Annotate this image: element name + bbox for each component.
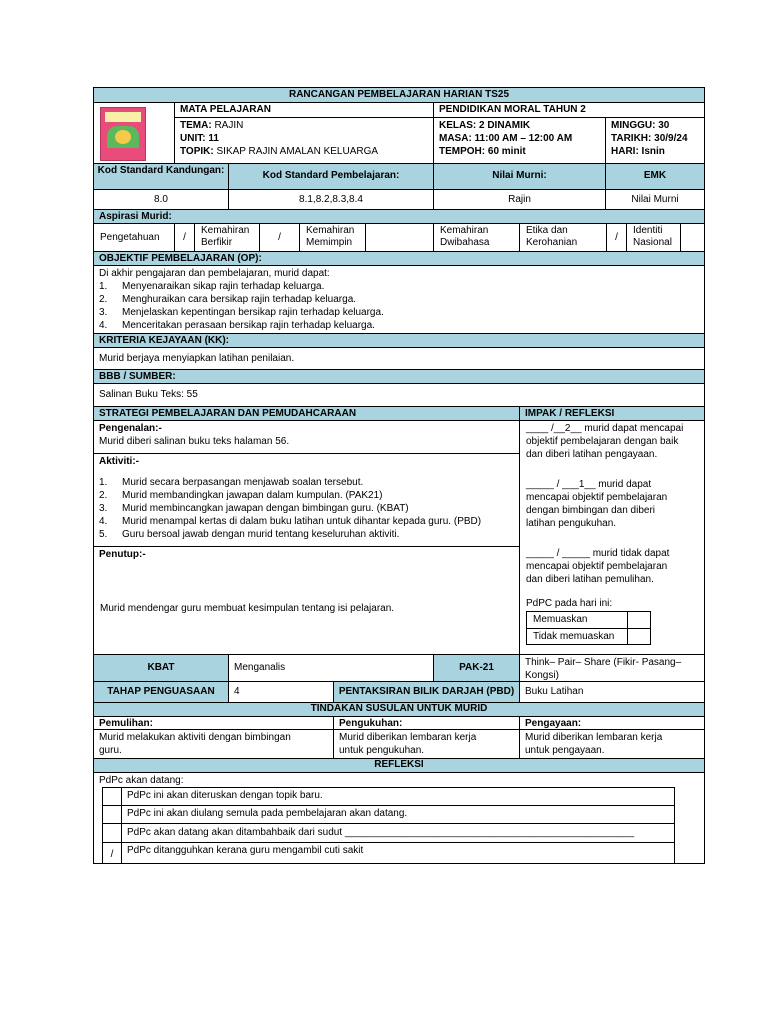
pak21-value-line: Think– Pair– Share (Fikir- Pasang– [525,657,682,668]
kod-standard-kandungan-header: Kod Standard Kandungan: [94,163,228,189]
tindakan-label: TINDAKAN SUSULAN UNTUK MURID [94,702,704,716]
aspirasi-pengetahuan: Pengetahuan [100,232,160,243]
tahap-label: TAHAP PENGUASAAN [94,681,228,702]
refleksi-intro: PdPc akan datang: [99,775,184,786]
refleksi-mark-3[interactable] [103,823,121,842]
hari: HARI: Isnin [611,146,665,157]
tema-unit-topik [174,117,433,163]
impak-line: latihan pengukuhan. [526,518,617,529]
pemulihan-line: Murid melakukan aktiviti dengan bimbingan [99,732,291,743]
impak-line: _____ / ___1__ murid dapat [526,479,652,490]
objektif-list [99,280,699,332]
list-item: 3. Menjelaskan kepentingan bersikap rajin terhadap keluarga. [99,307,384,318]
tema-value: RAJIN [211,120,244,131]
textbook-cover [94,102,174,163]
rating-tidak-memuaskan-checkbox[interactable] [627,628,650,644]
form-title: RANCANGAN PEMBELAJARAN HARIAN TS25 [94,88,704,102]
pemulihan-label: Pemulihan: [94,716,333,729]
kelas: KELAS: 2 DINAMIK [439,120,531,131]
unit-label: UNIT: 11 [180,133,219,144]
aktiviti-label: Aktiviti:- [99,456,139,467]
list-item: 4. Menceritakan perasaan bersikap rajin terhadap keluarga. [99,320,375,331]
pdpc-hari-ini-label: PdPC pada hari ini: [526,598,613,609]
emk-header: EMK [605,163,704,189]
aspirasi-identiti-nasional-mark [680,224,704,251]
nilai-murni-value: Rajin [433,189,605,209]
pbd-label: PENTAKSIRAN BILIK DARJAH (PBD) [333,681,519,702]
pak21-value-line: Kongsi) [525,670,559,681]
refleksi-mark-2[interactable] [103,805,121,823]
list-item: 1. Menyenaraikan sikap rajin terhadap keluarga. [99,281,325,292]
impak-line: dengan bimbingan dan diberi [526,505,655,516]
kod-standard-pembelajaran-value: 8.1,8.2,8.3,8.4 [228,189,433,209]
aspirasi-kemahiran-berfikir-mark: / [259,224,299,251]
mata-pelajaran-label: MATA PELAJARAN [174,102,433,117]
textbook-cover-image [100,107,146,161]
refleksi-item-4: PdPc ditangguhkan kerana guru mengambil cuti sakit [121,842,674,863]
bbb-label: BBB / SUMBER: [94,369,704,383]
aspirasi-pengetahuan-mark: / [174,224,194,251]
refleksi-mark-4[interactable]: / [103,842,121,863]
tempoh: TEMPOH: 60 minit [439,146,526,157]
kelas-masa-tempoh [433,117,605,163]
aspirasi-etika-kerohanian: Etika dan Kerohanian [519,224,606,251]
aspirasi-kemahiran-dwibahasa: Kemahiran Dwibahasa [433,224,519,251]
topik-value: SIKAP RAJIN AMALAN KELUARGA [213,146,379,157]
lesson-plan-form [93,87,705,864]
pengukuhan-line: untuk pengukuhan. [339,745,425,756]
list-item: 1. Murid secara berpasangan menjawab soalan tersebut. [99,477,364,488]
list-item: 3. Murid membincangkan jawapan dengan bimbingan guru. (KBAT) [99,503,409,514]
kbat-value: Menganalis [228,654,433,681]
impak-line: mencapai objektif pembelajaran [526,561,668,572]
impak-line: dan diberi latihan pengayaan. [526,449,658,460]
refleksi-item-1: PdPc ini akan diteruskan dengan topik baru. [121,788,674,805]
refleksi-item-3: PdPc akan datang akan ditambahbaik dari sudut ____________________________________________________ [121,823,674,842]
pak21-label: PAK-21 [433,654,519,681]
list-item: 2. Murid membandingkan jawapan dalam kumpulan. (PAK21) [99,490,383,501]
objektif-label: OBJEKTIF PEMBELAJARAN (OP): [94,251,704,265]
pengenalan-section [94,421,519,453]
refleksi-label: REFLEKSI [94,758,704,772]
pdpc-rating-table [526,611,651,645]
rating-memuaskan-checkbox[interactable] [627,612,650,628]
pengukuhan-text [333,729,519,758]
penutup-section [94,546,519,654]
pengayaan-line: Murid diberikan lembaran kerja [525,732,663,743]
rating-memuaskan: Memuaskan [533,614,588,625]
bbb-text: Salinan Buku Teks: 55 [94,383,704,406]
impak-line: objektif pembelajaran dengan baik [526,436,679,447]
aktiviti-list [99,476,514,541]
pengukuhan-line: Murid diberikan lembaran kerja [339,732,477,743]
kbat-label: KBAT [94,654,228,681]
pengenalan-label: Pengenalan:- [99,423,162,434]
aspirasi-kemahiran-berfikir: Kemahiran Berfikir [194,224,259,251]
emk-value: Nilai Murni [605,189,704,209]
masa: MASA: 11:00 AM – 12:00 AM [439,133,573,144]
nilai-murni-header: Nilai Murni: [433,163,605,189]
pengayaan-text [519,729,704,758]
pemulihan-text [94,729,333,758]
strategi-body [94,420,519,654]
refleksi-body [94,772,704,863]
rating-tidak-memuaskan: Tidak memuaskan [527,628,627,644]
pengukuhan-label: Pengukuhan: [333,716,519,729]
refleksi-table [102,787,675,863]
strategi-label: STRATEGI PEMBELAJARAN DAN PEMUDAHCARAAN [94,406,519,420]
aspirasi-etika-kerohanian-mark: / [606,224,626,251]
kod-standard-pembelajaran-header: Kod Standard Pembelajaran: [228,163,433,189]
tema-label: TEMA: [180,120,212,131]
aktiviti-section [94,453,519,546]
aspirasi-label: Aspirasi Murid: [94,209,704,223]
objektif-body [94,265,704,333]
impak-line: ____ /__2__ murid dapat mencapai [526,423,684,434]
impak-label: IMPAK / REFLEKSI [519,406,704,420]
mata-pelajaran-value: PENDIDIKAN MORAL TAHUN 2 [433,102,704,117]
aspirasi-kemahiran-memimpin-mark [365,224,433,251]
aspirasi-identiti-nasional: Identiti Nasional [626,224,680,251]
refleksi-mark-1[interactable] [103,788,121,805]
tahap-value: 4 [228,681,333,702]
objektif-intro: Di akhir pengajaran dan pembelajaran, murid dapat: [99,268,330,279]
kod-standard-kandungan-value: 8.0 [94,189,228,209]
aspirasi-row [94,223,704,251]
pbd-value: Buku Latihan [519,681,704,702]
list-item: 2. Menghuraikan cara bersikap rajin terhadap keluarga. [99,294,357,305]
pak21-value [519,654,704,681]
impak-line: _____ / _____ murid tidak dapat [526,548,670,559]
topik-label: TOPIK: [180,146,214,157]
pengayaan-label: Pengayaan: [519,716,704,729]
tarikh: TARIKH: 30/9/24 [611,133,688,144]
impak-body [519,420,704,654]
penutup-text: Murid mendengar guru membuat kesimpulan tentang isi pelajaran. [100,603,395,614]
list-item: 4. Murid menampal kertas di dalam buku latihan untuk dihantar kepada guru. (PBD) [99,516,482,527]
penutup-label: Penutup:- [99,549,146,560]
kriteria-label: KRITERIA KEJAYAAN (KK): [94,333,704,347]
minggu: MINGGU: 30 [611,120,670,131]
pengayaan-line: untuk pengayaan. [525,745,605,756]
refleksi-item-2: PdPc ini akan diulang semula pada pembelajaran akan datang. [121,805,674,823]
impak-line: mencapai objektif pembelajaran [526,492,668,503]
impak-line: dan diberi latihan pemulihan. [526,574,654,585]
list-item: 5. Guru bersoal jawab dengan murid tentang keseluruhan aktiviti. [99,529,400,540]
pemulihan-line: guru. [99,745,122,756]
pengenalan-text: Murid diberi salinan buku teks halaman 56. [99,436,290,447]
minggu-tarikh-hari [605,117,704,163]
kriteria-text: Murid berjaya menyiapkan latihan penilaian. [94,347,704,369]
aspirasi-kemahiran-memimpin: Kemahiran Memimpin [299,224,365,251]
